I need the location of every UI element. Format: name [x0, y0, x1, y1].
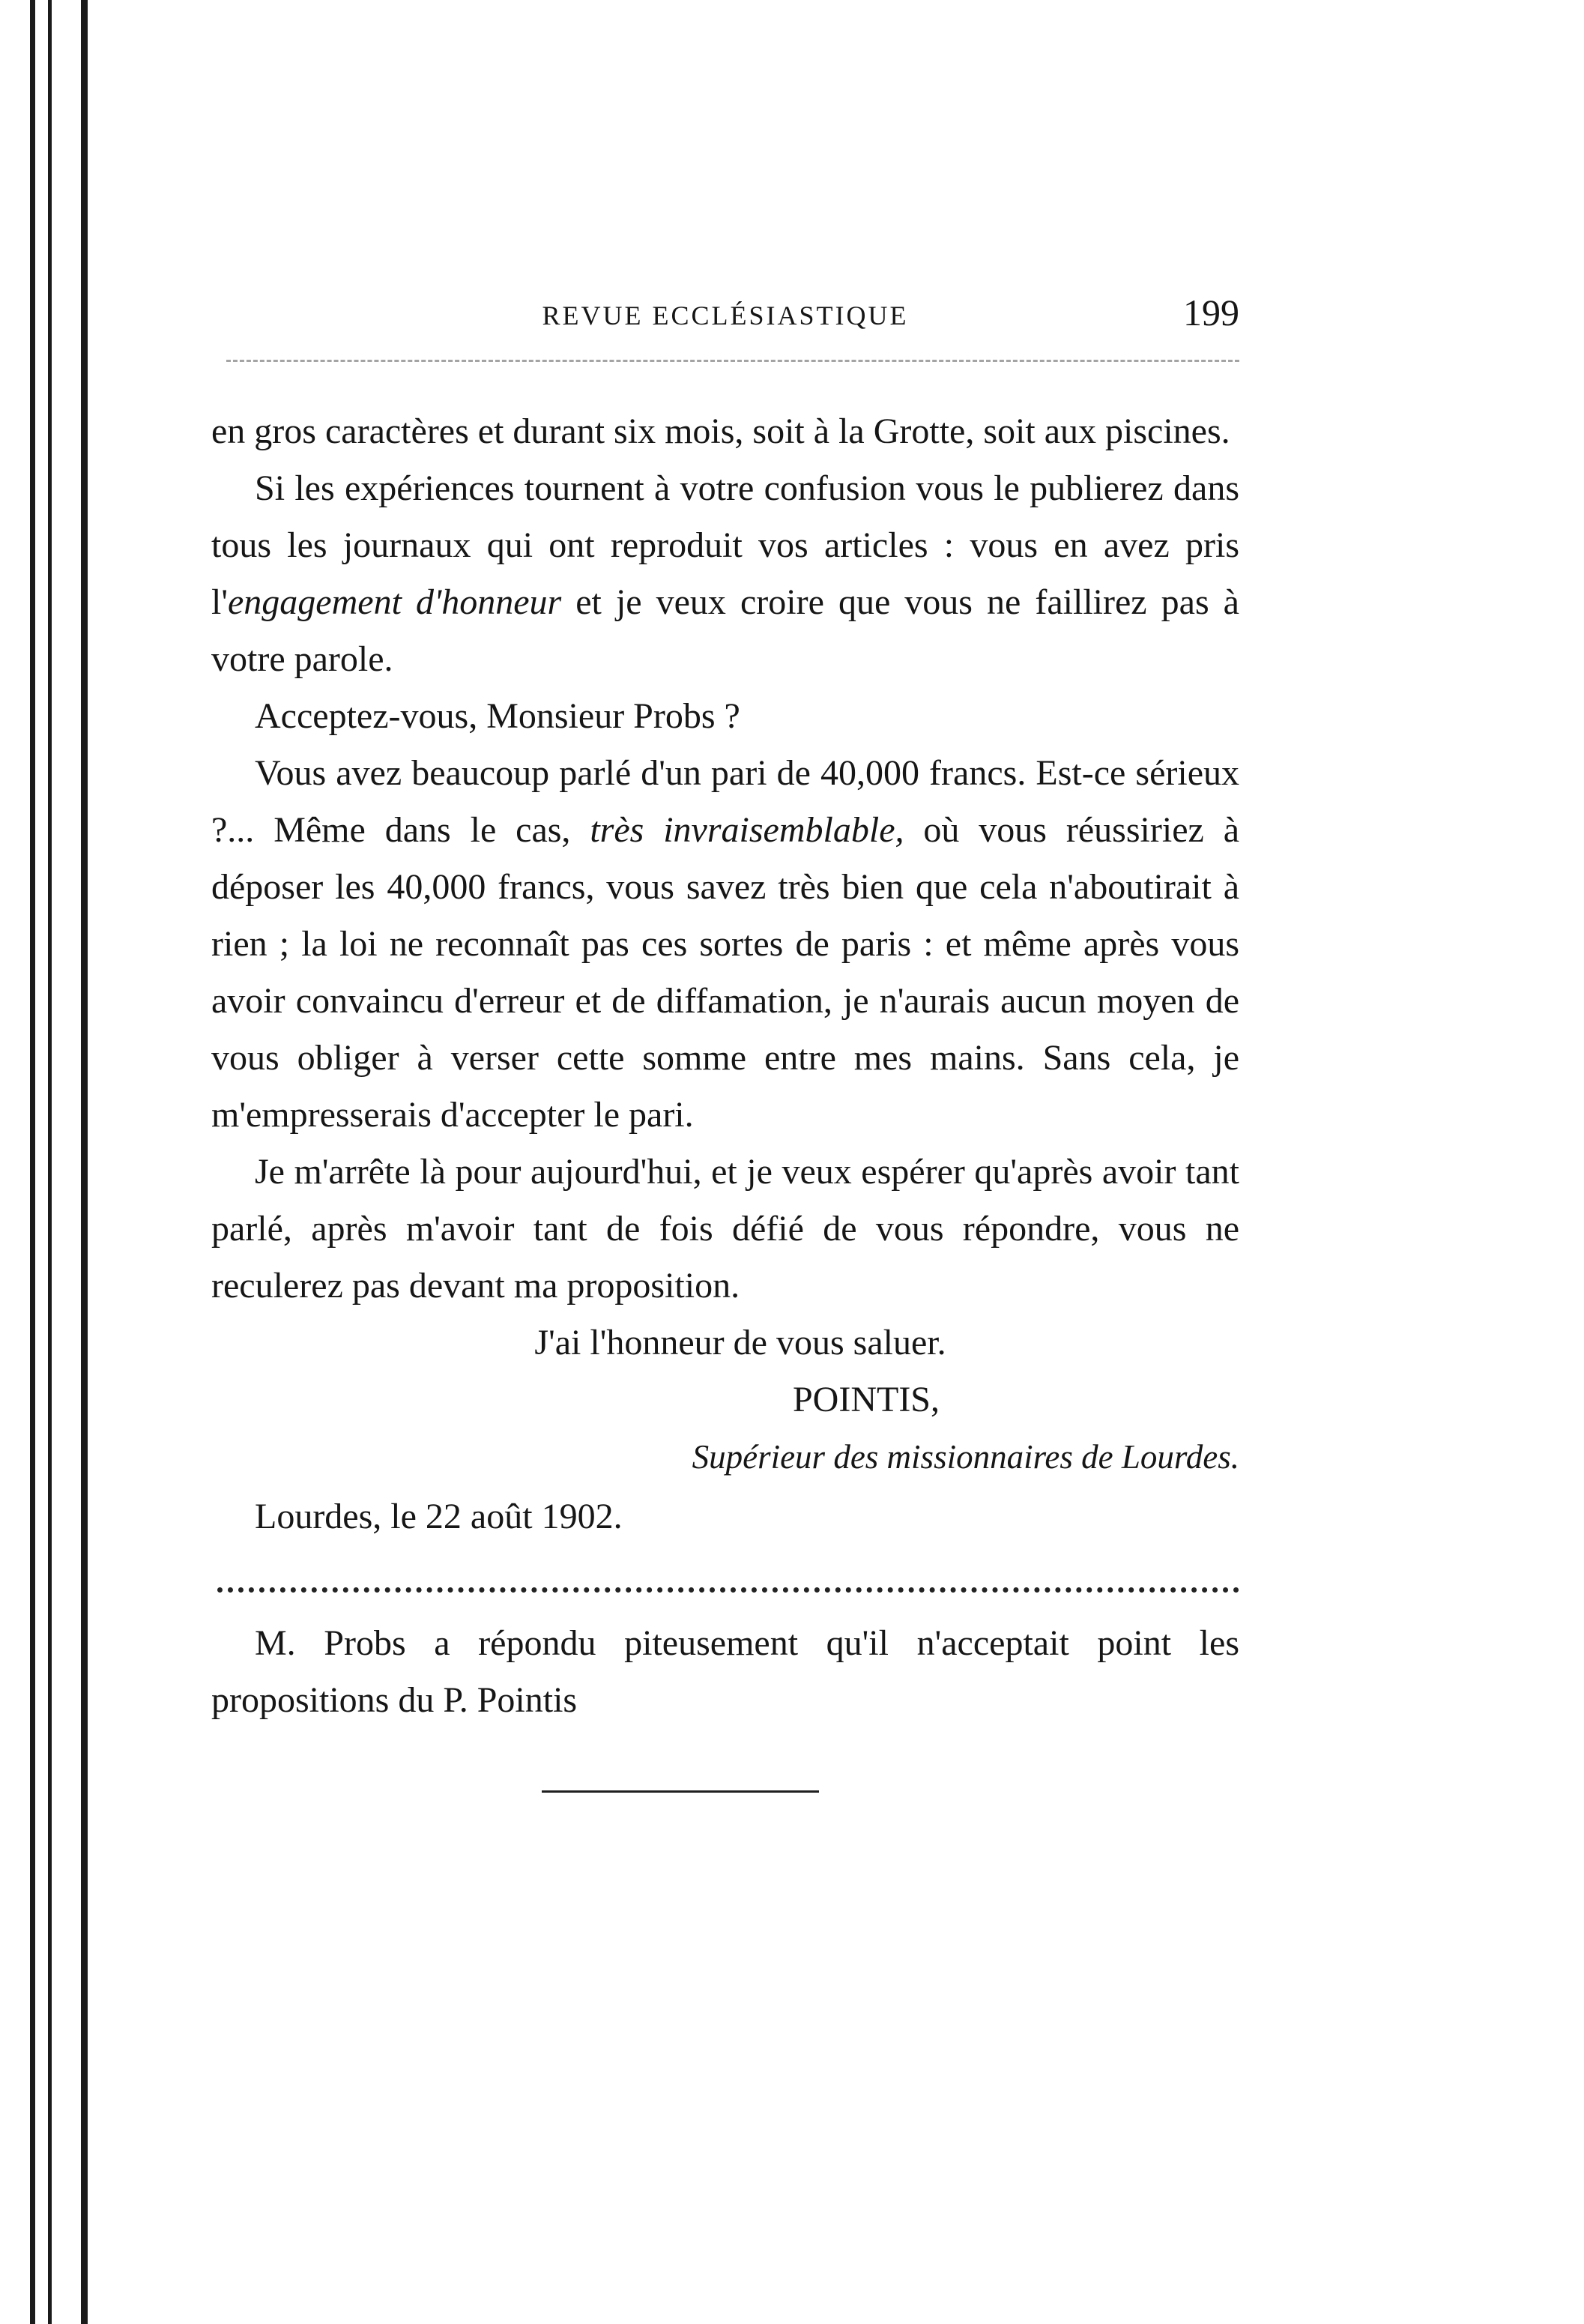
binding-edge-line [30, 0, 35, 2324]
running-title: REVUE ECCLÉSIASTIQUE [542, 301, 909, 331]
emphasis-text: engagement d'honneur [227, 582, 562, 622]
end-rule [542, 1790, 819, 1793]
paragraph-text: Vous avez beaucoup parlé d'un pari de 40,000 francs. Est-ce sérieux ?... Même dans le cas, [211, 753, 1239, 850]
date-line: Lourdes, le 22 août 1902. [255, 1497, 623, 1536]
closing-salutation: J'ai l'honneur de vous saluer. [534, 1323, 946, 1362]
paragraph-conclusion: Je m'arrête là pour aujourd'hui, et je veux espérer qu'après avoir tant parlé, après m'avoir tant de fois défié de vous répondre, vous ne reculerez pas devant ma proposition. [211, 1152, 1239, 1306]
page-number: 199 [1183, 292, 1239, 333]
running-head [211, 277, 1239, 345]
header-rule [226, 360, 1239, 362]
paragraph-continued: en gros caractères et durant six mois, soit à la Grotte, soit aux piscines. [211, 411, 1230, 451]
paragraph-text: où vous réussiriez à déposer les 40,000 francs, vous savez très bien que cela n'aboutirait à rien ; la loi ne reconnaît pas ces sortes de paris : et même après vous avoir convaincu d'erreur et de diffamation, je n'aurais aucun moyen de vous obliger à verser cette somme entre mes mains. Sans cela, je m'empresserais d'accepter le pari. [211, 810, 1240, 1135]
footer-note: M. Probs a répondu piteusement qu'il n'acceptait point les propositions du P. Pointis [211, 1623, 1239, 1720]
signature-title: Supérieur des missionnaires de Lourdes. [692, 1438, 1239, 1476]
book-page [211, 277, 1239, 1793]
dotted-separator [217, 1587, 1239, 1593]
binding-edge-line [81, 0, 88, 2324]
paragraph-experiences [211, 460, 1239, 688]
paragraph-text: Si les expériences tournent à votre confusion vous le publierez dans tous les journaux qui ont reproduit vos articles : vous en avez pris l' [211, 468, 1239, 622]
signature-name: POINTIS, [792, 1380, 940, 1419]
paragraph-question: Acceptez-vous, Monsieur Probs ? [255, 696, 740, 736]
binding-edge-line [48, 0, 52, 2324]
paragraph-text: et je veux croire que vous ne faillirez pas à votre parole. [211, 582, 1239, 679]
paragraph-wager [211, 745, 1239, 1144]
emphasis-text: très invraisemblable, [590, 810, 904, 850]
